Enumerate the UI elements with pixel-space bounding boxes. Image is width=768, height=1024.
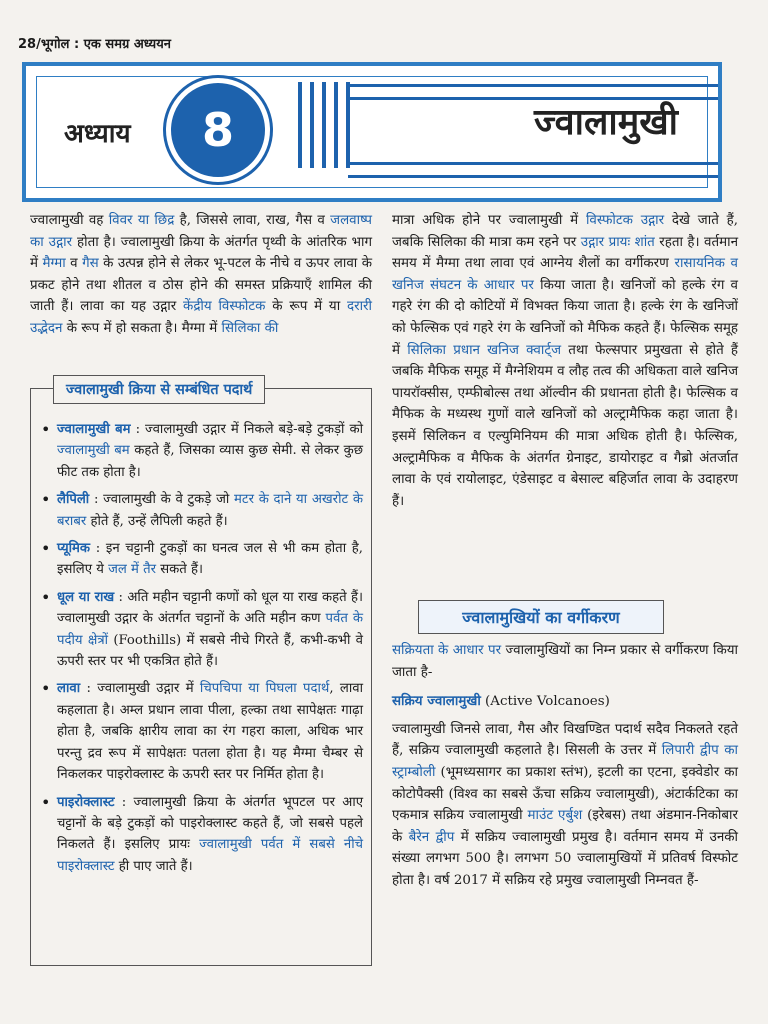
intro-text-4: होता है। ज्वालामुखी क्रिया के अंतर्गत पृथ्वी के आंतरिक भाग में [30,234,372,272]
intro-text-6: व [65,256,83,272]
box-title: ज्वालामुखी क्रिया से सम्बंधित पदार्थ [53,375,265,404]
chapter-title: ज्वालामुखी [534,101,678,143]
list-item: • लैपिली : ज्वालामुखी के वे टुकड़े जो मटर के दाने या अखरोट के बराबर होते हैं, उन्हें लैपिली कहते हैं। [39,489,363,532]
left-intro-paragraph [30,210,372,340]
intro-hl-fissure: दरारी उद्भेदन [30,299,372,336]
intro-hl-vivar: विवर या छिद्र [108,213,175,228]
list-item: • लावा : ज्वालामुखी उद्गार में चिपचिपा या पिघला पदार्थ, लावा कहलाता है। अम्ल प्रधान लावा पीला, हल्का तथा सापेक्षतः गाढ़ा होता है, जबकि क्षारीय लावा का रंग गहरा काला, अधिक भार परन्तु द्रव रूप में सापेक्षतः पतला होता है। यह मैग्मा चैम्बर से निकलकर पाइरोक्लास्ट के ऊपरी स्तर पर निर्मित होता है। [39,678,363,785]
intro-hl-jalvashp: जलवाष्प का उद्गार [30,213,372,250]
intro-text-10: के रूप में या [265,299,347,315]
intro-hl-magma: मैग्मा [42,256,66,272]
right-paragraph-minerals: मात्रा अधिक होने पर ज्वालामुखी में विस्फोटक उद्गार देखे जाते हैं, जबकि सिलिका की मात्रा कम रहने पर उद्गार प्रायः शांत रहता है। वर्तमान समय में मैग्मा तथा लावा एवं आग्नेय शैलों का वर्गीकरण रासायनिक व खनिज संघटन के आधार पर किया जाता है। खनिजों को हल्के रंग व गहरे रंग की दो कोटियों में विभक्त किया जाता है। हल्के रंग के खनिजों को फेल्सिक एवं गहरे रंग के खनिजों को मैफिक कहते हैं। फेल्सिक समूह में सिलिका प्रधान खनिज क्वार्ट्ज तथा फेल्सपार प्रमुखता से होते हैं जबकि मैफिक समूह में मैग्नेशियम व लौह तत्व की अधिकता वाले खनिज पायरॉक्सीस, एम्फीबोल्स तथा ऑल्वीन की प्रधानता होती है। फेल्सिक व मैफिक के मध्यस्थ गुणों वाले खनिजों को अल्ट्रामैफिक कहा जाता है। इसमें सिलिकन व एल्युमिनियम की मात्रा अधिक होती है। फेल्सिक, अल्ट्रामैफिक व मैफिक के अंतर्गत ग्रेनाइट, डायोराइट व गैब्रो अंतर्जात लावा के एवं रायोलाइट, एंडेसाइट व बेसाल्ट बहिर्जात लावा के उदाहरण हैं। [392,213,738,509]
classification-heading: ज्वालामुखियों का वर्गीकरण [418,600,664,634]
decorative-bottom-lines [348,162,718,188]
intro-hl-central: केंद्रीय विस्फोटक [183,299,266,315]
intro-text-0: ज्वालामुखी वह [30,213,109,228]
related-materials-box [30,381,372,966]
running-head: 28/भूगोल : एक समग्र अध्ययन [18,37,171,52]
intro-text-2: है, जिससे लावा, राख, गैस व [174,213,331,228]
decorative-vertical-bars [298,82,350,168]
right-paragraph-classification: सक्रियता के आधार पर ज्वालामुखियों का निम्न प्रकार से वर्गीकरण किया जाता है- सक्रिय ज्वालामुखी (Active Volcanoes) ज्वालामुखी जिनसे लावा, गैस और विखण्डित पदार्थ सदैव निकलते रहते हैं, सक्रिय ज्वालामुखी कहलाते है। सिसली के उत्तर में लिपारी द्वीप का स्ट्राम्बोली (भूमध्यसागर का प्रकाश स्तंभ), इटली का एटना, इक्वेडोर का कोटोपैक्सी (विश्व का सबसे ऊँचा सक्रिय ज्वालामुखी), अंटार्कटिका का एकमात्र सक्रिय ज्वालामुखी माउंट एर्बुश (इरेबस) तथा अंडमान-निकोबार के बैरेन द्वीप में सक्रिय ज्वालामुखी प्रमुख है। वर्तमान समय में उनकी संख्या लगभग 500 है। लगभग 50 ज्वालामुखियों में प्रतिवर्ष विस्फोट होता है। वर्ष 2017 में सक्रिय रहे प्रमुख ज्वालामुखी निम्नवत हैं- [392,643,739,888]
intro-hl-gas: गैस [82,256,99,272]
list-item: • धूल या राख : अति महीन चट्टानी कणों को धूल या राख कहते हैं। ज्वालामुखी उद्गार के अंतर्गत चट्टानों के अति महीन कण पर्वत के पदीय क्षेत्रों (Foothills) में सबसे नीचे गिरते हैं, कभी-कभी वे ऊपरी स्तर पर भी एकत्रित होते हैं। [39,587,363,673]
intro-text-12: के रूप में हो सकता है। मैग्मा में [62,320,222,336]
chapter-banner [22,62,722,202]
intro-text-8: के उत्पन्न होने से लेकर भू-पटल के नीचे व ऊपर लावा के प्रकट होने तथा शीतल व ठोस होने की समस्त प्रक्रियाएँ शामिल की जाती हैं। लावा का यह उद्गार [30,256,372,315]
active-volcano-title: सक्रिय ज्वालामुखी [392,693,481,710]
chapter-number-circle: 8 [166,78,270,182]
chapter-label: अध्याय [64,119,131,149]
materials-list [39,419,363,883]
intro-hl-silica: सिलिका की [221,320,279,336]
list-item: • प्यूमिक : इन चट्टानी टुकड़ों का घनत्व जल से भी कम होता है, इसलिए ये जल में तैर सकते हैं। [39,538,363,581]
list-item: • ज्वालामुखी बम : ज्वालामुखी उद्गार में निकले बड़े-बड़े टुकड़ों को ज्वालामुखी बम कहते हैं, जिसका व्यास कुछ सेमी. से लेकर कुछ फीट तक होता है। [39,419,363,483]
list-item: • पाइरोक्लास्ट : ज्वालामुखी क्रिया के अंतर्गत भूपटल पर आए चट्टानों के बड़े टुकड़ों को पाइरोक्लास्ट कहते हैं, जो सबसे पहले निकलते हैं। इसलिए प्रायः ज्वालामुखी पर्वत में सबसे नीचे पाइरोक्लास्ट ही पाए जाते हैं। [39,792,363,878]
